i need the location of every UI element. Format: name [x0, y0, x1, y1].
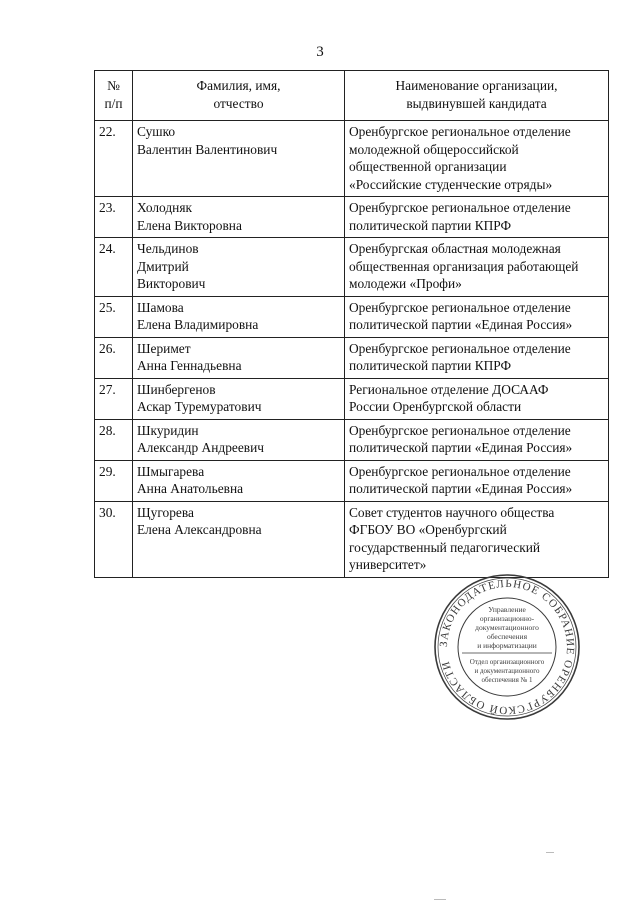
nominating-organization [345, 238, 609, 297]
org-line: общественная организация работающей [349, 258, 579, 274]
name-line: Елена Владимировна [137, 317, 259, 332]
name-line: Шмыгарева [137, 463, 205, 479]
name-line: Елена Викторовна [137, 217, 242, 233]
seal-inner-line: и документационного [474, 667, 540, 675]
name-line: Шкуридин [137, 422, 199, 438]
header-org-line: выдвинувшей кандидата [406, 95, 547, 111]
table-row [95, 460, 609, 501]
row-number: 23. [95, 197, 133, 238]
table-row [95, 378, 609, 419]
name-line: Валентин Валентинович [137, 141, 278, 157]
seal-inner-line: Отдел организационного [469, 658, 545, 666]
org-line: молодежной общероссийской [349, 141, 519, 157]
candidate-name [133, 501, 345, 577]
candidate-name [133, 296, 345, 337]
row-number: 22. [95, 121, 133, 197]
scan-speck [546, 852, 554, 853]
name-line: Холодняк [137, 200, 192, 215]
seal-graphic [432, 572, 582, 722]
candidate-name [133, 121, 345, 197]
nominating-organization [345, 460, 609, 501]
header-org [345, 71, 609, 121]
org-line: Совет студентов научного общества [349, 504, 555, 520]
scan-speck [434, 899, 446, 900]
table-row [95, 197, 609, 238]
seal-inner-line: Управление [488, 605, 526, 614]
org-line: Оренбургское региональное отделение [349, 124, 571, 139]
table-row [95, 501, 609, 577]
table-header-row [95, 71, 609, 121]
org-line: государственный педагогический [349, 539, 541, 555]
row-number: 26. [95, 337, 133, 378]
row-number: 28. [95, 419, 133, 460]
org-line: политической партии «Единая Россия» [349, 481, 573, 496]
org-line: политической партии «Единая Россия» [349, 317, 573, 332]
org-line: политической партии КПРФ [349, 358, 512, 373]
row-number: 25. [95, 296, 133, 337]
name-line: Анна Анатольевна [137, 481, 244, 496]
table-row [95, 238, 609, 297]
name-line: Александр Андреевич [137, 440, 264, 455]
candidate-name [133, 378, 345, 419]
header-name-line: Фамилия, имя, [196, 78, 281, 93]
candidate-name [133, 238, 345, 297]
header-name [133, 71, 345, 121]
name-line: Чельдинов [137, 241, 199, 256]
row-number: 27. [95, 378, 133, 419]
table-row [95, 419, 609, 460]
name-line: Елена Александровна [137, 522, 262, 537]
header-org-line: Наименование организации, [395, 78, 558, 93]
seal-inner-line: организационно- [479, 614, 535, 623]
org-line: политической партии «Единая Россия» [349, 440, 573, 455]
name-line: Шинбергенов [137, 381, 216, 397]
name-line: Сушко [137, 124, 176, 139]
nominating-organization [345, 121, 609, 197]
nominating-organization [345, 197, 609, 238]
name-line: Дмитрий [137, 258, 189, 274]
official-seal [432, 572, 582, 722]
candidate-name [133, 419, 345, 460]
name-line: Аскар Туремуратович [137, 399, 262, 414]
nominating-organization [345, 501, 609, 577]
header-num [95, 71, 133, 121]
header-num-line: № [107, 78, 120, 93]
org-line: Оренбургское региональное отделение [349, 340, 571, 356]
org-line: Оренбургское региональное отделение [349, 299, 571, 315]
org-line: Региональное отделение ДОСААФ [349, 381, 549, 397]
org-line: «Российские студенческие отряды» [349, 176, 553, 192]
org-line: Оренбургская областная молодежная [349, 241, 561, 256]
nominating-organization [345, 296, 609, 337]
nominating-organization [345, 337, 609, 378]
org-line: Оренбургское региональное отделение [349, 463, 571, 479]
org-line: общественной организации [349, 159, 507, 174]
page-number: 3 [316, 44, 324, 60]
seal-inner-line: обеспечения [486, 632, 528, 641]
org-line: молодежи «Профи» [349, 276, 462, 291]
name-line: Щугорева [137, 504, 194, 520]
header-num-line: п/п [104, 95, 123, 111]
org-line: России Оренбургской области [349, 399, 522, 414]
org-line: Оренбургское региональное отделение [349, 200, 571, 215]
header-name-line: отчество [213, 95, 264, 111]
name-line: Шеримет [137, 340, 191, 356]
seal-inner-text [462, 605, 552, 684]
nominating-organization [345, 378, 609, 419]
seal-inner-line: обеспечения № 1 [481, 676, 533, 684]
row-number: 29. [95, 460, 133, 501]
seal-inner-line: и информатизации [477, 641, 537, 650]
seal-inner-line: документационного [475, 623, 539, 632]
row-number: 30. [95, 501, 133, 577]
row-number: 24. [95, 238, 133, 297]
name-line: Анна Геннадьевна [137, 358, 242, 373]
org-line: университет» [349, 557, 427, 572]
org-line: Оренбургское региональное отделение [349, 422, 571, 438]
name-line: Викторович [137, 276, 206, 291]
table-row [95, 296, 609, 337]
nominating-organization [345, 419, 609, 460]
seal-outer-text-path: ЗАКОНОДАТЕЛЬНОЕ СОБРАНИЕ ОРЕНБУРГСКОЙ ОБЛАСТИ [437, 577, 577, 717]
table-row [95, 121, 609, 197]
org-line: политической партии КПРФ [349, 217, 512, 233]
org-line: ФГБОУ ВО «Оренбургский [349, 522, 507, 537]
candidates-table [94, 70, 609, 578]
table-row [95, 337, 609, 378]
name-line: Шамова [137, 299, 184, 315]
candidate-name [133, 337, 345, 378]
candidate-name [133, 460, 345, 501]
candidate-name [133, 197, 345, 238]
